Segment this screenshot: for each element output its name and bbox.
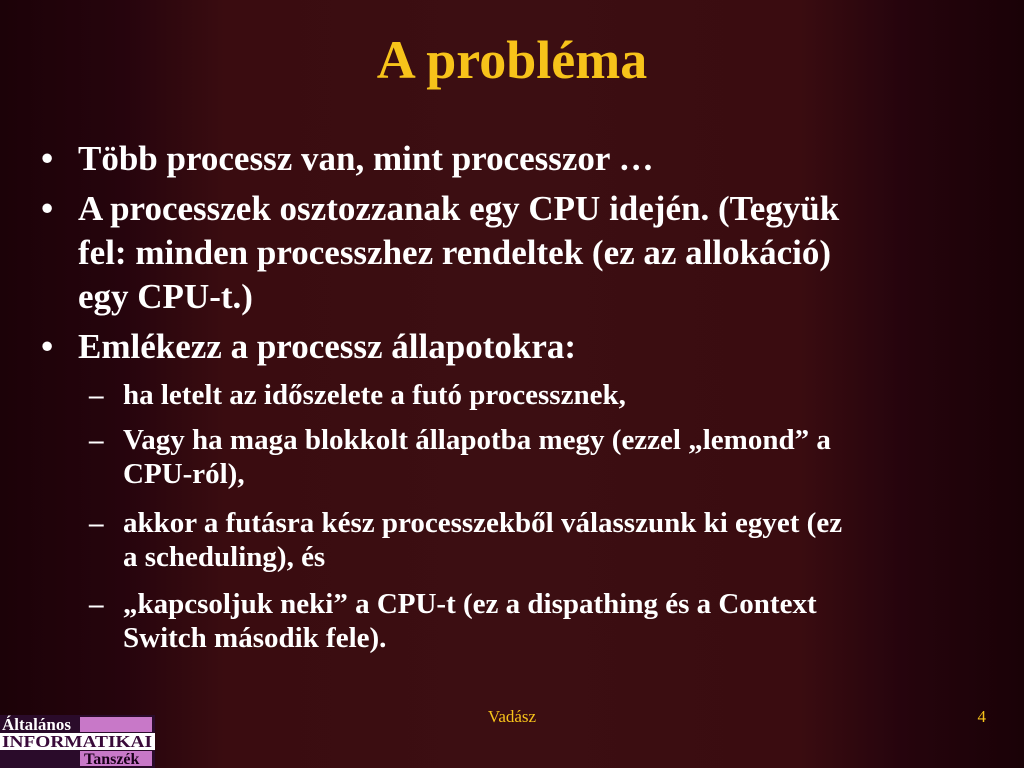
subbullet-marker: – xyxy=(89,379,104,411)
footer-author: Vadász xyxy=(487,707,537,726)
bullet-line: egy CPU-t.) xyxy=(78,277,253,316)
bullet-item xyxy=(41,325,577,369)
bullet-item xyxy=(41,137,654,181)
bullet-marker: • xyxy=(41,189,54,228)
bullet-line: Emlékezz a processz állapotokra: xyxy=(78,327,577,366)
subbullet-item xyxy=(89,378,626,412)
subbullet-line: Switch második fele). xyxy=(123,622,387,654)
department-logo xyxy=(0,715,155,768)
subbullet-line: ha letelt az időszelete a futó processznek, xyxy=(123,379,626,411)
subbullet-marker: – xyxy=(89,424,104,456)
subbullet-line: a scheduling), és xyxy=(123,541,326,573)
svg-text:INFORMATIKAI: INFORMATIKAI xyxy=(2,732,153,751)
slide-title: A probléma xyxy=(376,30,648,90)
bullet-marker: • xyxy=(41,139,54,178)
subbullet-marker: – xyxy=(89,507,104,539)
subbullet-line: „kapcsoljuk neki” a CPU-t (ez a dispathing és a Context xyxy=(123,588,817,620)
subbullet-marker: – xyxy=(89,588,104,620)
bullet-marker: • xyxy=(41,327,54,366)
subbullet-line: akkor a futásra kész processzekből válasszunk ki egyet (ez xyxy=(123,507,843,539)
page-number: 4 xyxy=(977,707,986,726)
subbullet-line: Vagy ha maga blokkolt állapotba megy (ezzel „lemond” a xyxy=(123,424,831,456)
subbullet-item xyxy=(89,423,831,491)
svg-text:Általános: Általános xyxy=(2,715,71,734)
svg-text:Tanszék: Tanszék xyxy=(84,751,140,768)
bullet-line: Több processz van, mint processzor … xyxy=(78,139,654,178)
bullet-item xyxy=(41,187,840,319)
bullet-line: A processzek osztozzanak egy CPU idején. (Tegyük xyxy=(78,189,840,228)
subbullet-line: CPU-ról), xyxy=(123,458,245,490)
bullet-line: fel: minden processzhez rendeltek (ez az allokáció) xyxy=(78,233,831,272)
subbullet-item xyxy=(89,506,843,574)
subbullet-item xyxy=(89,587,817,655)
